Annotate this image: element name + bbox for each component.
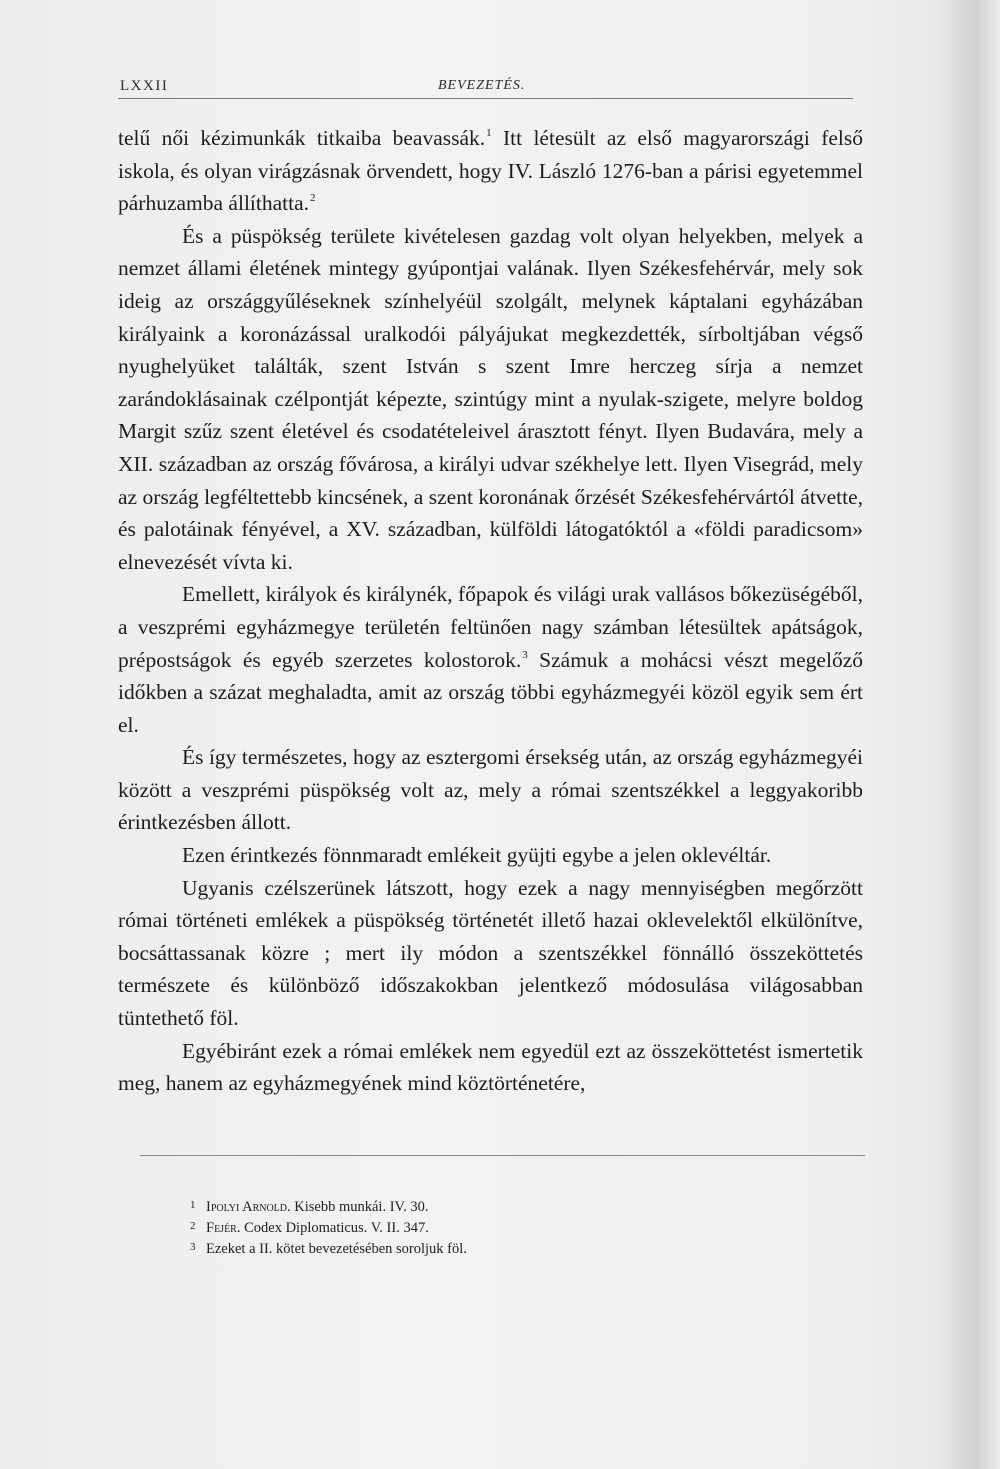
footnote-2: 2 Fejér. Codex Diplomaticus. V. II. 347. [190,1220,429,1236]
footnote-author: Fejér. [206,1220,241,1236]
footnote-3: 3 Ezeket a II. kötet bevezetésében soroljuk föl. [190,1241,467,1257]
header-rule [118,98,853,99]
page-header [120,78,850,98]
footnotes [190,1196,790,1259]
footnote-ref-1: 1 [486,127,492,139]
paragraph-5: Ezen érintkezés fönnmaradt emlékeit gyüjti egybe a jelen oklevéltár. [182,843,772,868]
footnote-ref-3: 3 [522,648,528,661]
footnote-ref-2: 2 [310,192,316,205]
footnote-1: 1 Ipolyi Arnold. Kisebb munkái. IV. 30. [190,1199,429,1215]
footnote-rule [140,1155,865,1156]
body-text [118,122,863,1100]
paragraph-6: Ugyanis czélszerünek látszott, hogy ezek a nagy mennyiségben megőrzött római történeti emlékek a püspökség történetét illető hazai oklevelektől elkülönítve, bocsáttassanak közre ; mert ily módon a szentszékkel fönnálló összeköttetés természete és különböző időszakokban jelentkező módosulása világosabban tüntethető föl. [118,875,863,1031]
running-title: BEVEZETÉS. [438,78,526,93]
paragraph-7: Egyébiránt ezek a római emlékek nem egyedül ezt az összeköttetést ismertetik meg, hanem az egyházmegyének mind köztörténetére, [118,1038,863,1096]
footnote-author: Ipolyi Arnold. [206,1199,291,1215]
paragraph-3: Emellett, királyok és királynék, főpapok és világi urak vallásos bőkezüségéből, a veszprémi egyházmegye területén feltünően nagy számban létesültek apátságok, prépostságok és egyéb szerzetes kolostorok.$^3$ Számuk a mohácsi vészt megelőző időkben a százat meghaladta, amit az ország többi egyházmegyéi közöl egyik sem ért el. [118,582,863,737]
page-edge-shadow [940,0,1000,1469]
paragraph-2: És a püspökség területe kivételesen gazdag volt olyan helyekben, melyek a nemzet állami életének mintegy gyúpontjai valának. Ilyen Székesfehérvár, mely sok ideig az országgyűléseknek színhelyéül szolgált, melynek káptalani egyházában királyaink a koronázással uralkodói pályájukat megkezdették, sírboltjában végső nyughelyüket találták, szent István s szent Imre herczeg sírja a nemzet zarándoklásainak czélpontját képezte, szintúgy mint a nyulak-szigete, melyre boldog Margit szűz szent életével és csodatételeivel árasztott fényt. Ilyen Budavára, mely a XII. században az ország fővárosa, a királyi udvar székhelye lett. Ilyen Visegrád, mely az ország legféltettebb kincsének, a szent koronának őrzését Székesfehérvártól átvette, és palotáinak fényével, a XV. században, külföldi látogatóktól a «földi paradicsom» elnevezését vívta ki. [118,223,863,574]
page-number: LXXII [120,78,169,94]
paragraph-1: telű női kézimunkák titkaiba beavassák.$^1$ Itt létesült az első magyarországi felső iskola, és olyan virágzásnak örvendett, hogy IV. László 1276-ban a párisi egyetemmel párhuzamba állíthatta.$^2$ [118,126,863,216]
paragraph-4: És így természetes, hogy az esztergomi érsekség után, az ország egyházmegyéi között a veszprémi püspökség volt az, mely a római szentszékkel a leggyakoribb érintkezésben állott. [118,745,863,835]
